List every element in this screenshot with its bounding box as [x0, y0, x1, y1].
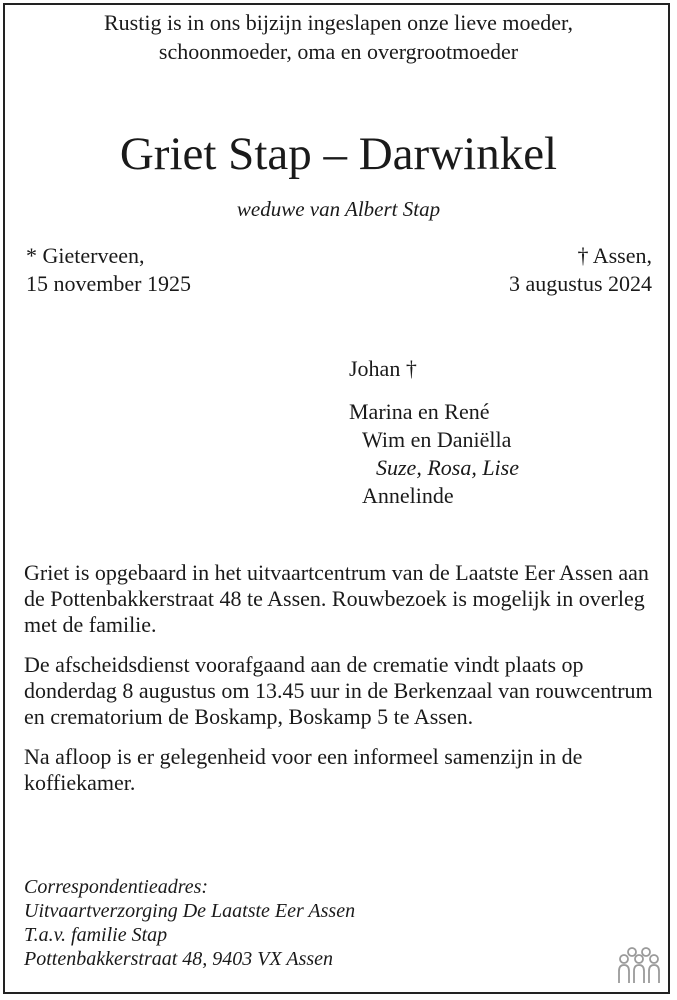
birth-info: [26, 242, 191, 298]
body-paragraph-service: De afscheidsdienst voorafgaand aan de crematie vindt plaats op donderdag 8 augustus om 13.45 uur in de Berkenzaal van rouwcentrum en crematorium de Boskamp, Boskamp 5 te Assen.: [24, 652, 653, 729]
birth-place: * Gieterveen,: [26, 243, 145, 268]
death-date: 3 augustus 2024: [509, 271, 652, 296]
intro-line-1: Rustig is in ons bijzijn ingeslapen onze lieve moeder,: [104, 10, 573, 35]
family-member: Marina en René: [349, 399, 490, 424]
correspondence-address: [24, 875, 355, 971]
family-member: Annelinde: [362, 483, 454, 508]
death-info: [509, 242, 652, 298]
intro-text: [0, 8, 677, 66]
body-paragraph-reception: Na afloop is er gelegenheid voor een informeel samenzijn in de koffiekamer.: [24, 744, 583, 795]
deceased-name: Griet Stap – Darwinkel: [119, 128, 558, 180]
correspondence-line: T.a.v. familie Stap: [24, 924, 168, 946]
family-member: Wim en Daniëlla: [362, 427, 512, 452]
birth-date: 15 november 1925: [26, 271, 191, 296]
notice-body: [24, 560, 664, 810]
family-member: Johan †: [349, 356, 417, 381]
correspondence-heading: Correspondentieadres:: [24, 876, 209, 898]
intro-line-2: schoonmoeder, oma en overgrootmoeder: [158, 39, 519, 64]
family-grandchildren: Suze, Rosa, Lise: [376, 455, 519, 480]
body-paragraph-viewing: Griet is opgebaard in het uitvaartcentrum van de Laatste Eer Assen aan de Pottenbakkerstraat 48 te Assen. Rouwbezoek is mogelijk in overleg met de familie.: [24, 560, 649, 637]
family-list: [349, 355, 519, 510]
death-place: † Assen,: [577, 243, 652, 268]
people-group-icon: [616, 945, 662, 985]
correspondence-line: Pottenbakkerstraat 48, 9403 VX Assen: [24, 948, 334, 970]
correspondence-line: Uitvaartverzorging De Laatste Eer Assen: [24, 900, 356, 922]
deceased-subtitle: weduwe van Albert Stap: [236, 197, 441, 221]
